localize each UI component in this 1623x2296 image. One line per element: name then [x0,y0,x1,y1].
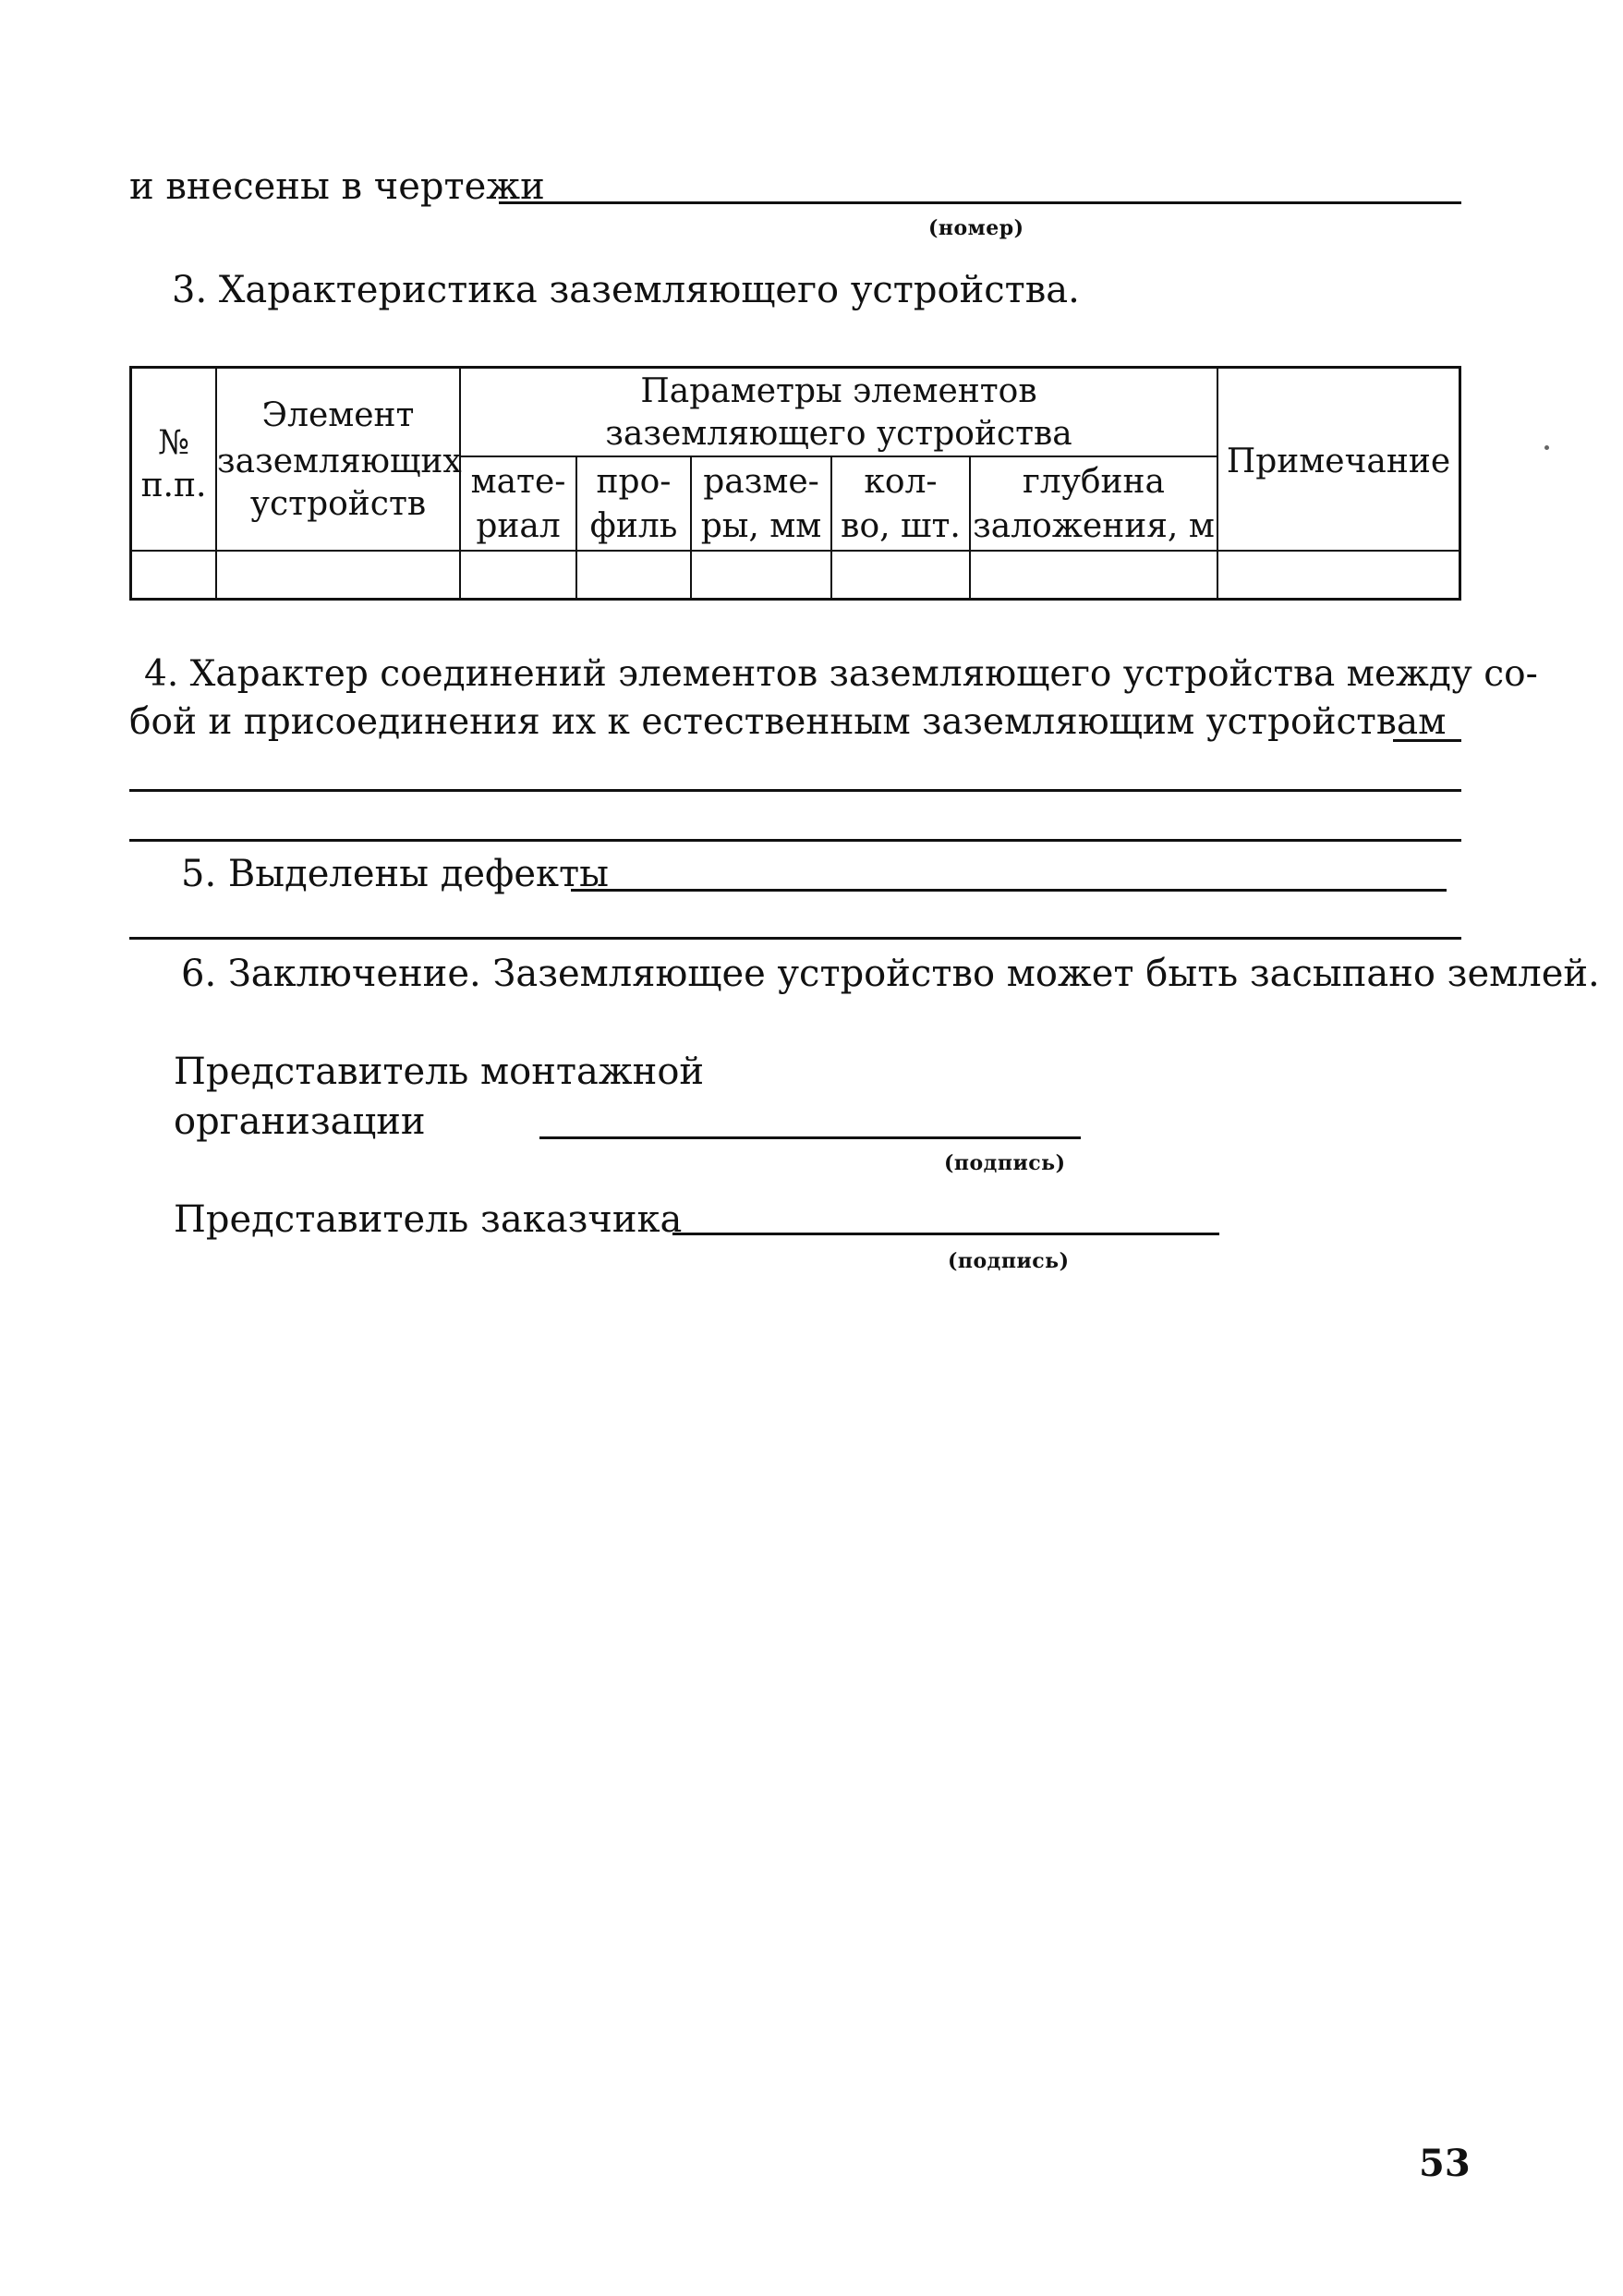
connections-field-line3[interactable] [129,839,1461,842]
intro-text: и внесены в чертежи [129,165,545,208]
connections-field-line2[interactable] [129,789,1461,792]
section-5-text: 5. Выделены дефекты [181,853,609,895]
customer-signature-field[interactable] [672,1233,1219,1235]
header-note: Примечание [1226,443,1451,480]
header-element-line3: устройств [249,485,427,523]
header-no-symbol: № [157,424,190,462]
header-element-line2: заземляющих [217,443,462,480]
table-divider [459,456,1217,457]
subheader-profile: про- [596,463,672,501]
rep-install-line2: организации [174,1100,426,1143]
table-cell-empty[interactable] [692,552,830,598]
section-4-line2: бой и присоединения их к естественным заземляющим устройствам [129,701,1447,743]
table-cell-empty[interactable] [971,552,1217,598]
subheader-quantity: кол- [864,463,938,501]
subheader-material: мате- [470,463,566,501]
table-cell-empty[interactable] [217,552,459,598]
connections-field[interactable] [1393,739,1461,742]
subheader-profile-2: филь [589,507,678,545]
subheader-dimensions-2: ры, мм [700,507,822,545]
subheader-quantity-2: во, шт. [841,507,961,545]
header-element-line1: Элемент [261,396,415,434]
table-cell-empty[interactable] [1218,552,1459,598]
section-6-text: 6. Заключение. Заземляющее устройство может быть засыпано землей. [181,953,1600,995]
signature-caption-2: (подпись) [948,1249,1070,1273]
subheader-depth-2: заложения, м [973,507,1215,545]
subheader-depth: глубина [1022,463,1166,501]
defects-field[interactable] [571,889,1447,892]
table-cell-empty[interactable] [832,552,969,598]
section-3-title: 3. Характеристика заземляющего устройства. [172,269,1080,311]
number-caption: (номер) [928,216,1024,240]
header-params-line1: Параметры элементов [640,372,1037,410]
table-cell-empty[interactable] [461,552,575,598]
scan-speck [1544,445,1549,450]
table-cell-empty[interactable] [132,552,215,598]
signature-caption-1: (подпись) [944,1151,1066,1175]
subheader-dimensions: разме- [703,463,819,501]
rep-customer: Представитель заказчика [174,1198,683,1241]
table-cell-empty[interactable] [577,552,690,598]
defects-field-line2[interactable] [129,937,1461,940]
drawing-number-field[interactable] [499,201,1461,204]
rep-install-line1: Представитель монтажной [174,1051,705,1093]
header-no-label: п.п. [140,467,207,504]
subheader-material-2: риал [476,507,561,545]
page-number: 53 [1419,2142,1471,2185]
install-signature-field[interactable] [539,1136,1081,1139]
section-4-line1: 4. Характер соединений элементов заземляющего устройства между со- [144,653,1538,695]
grounding-table [129,366,1461,601]
header-params-line2: заземляющего устройства [605,415,1072,453]
